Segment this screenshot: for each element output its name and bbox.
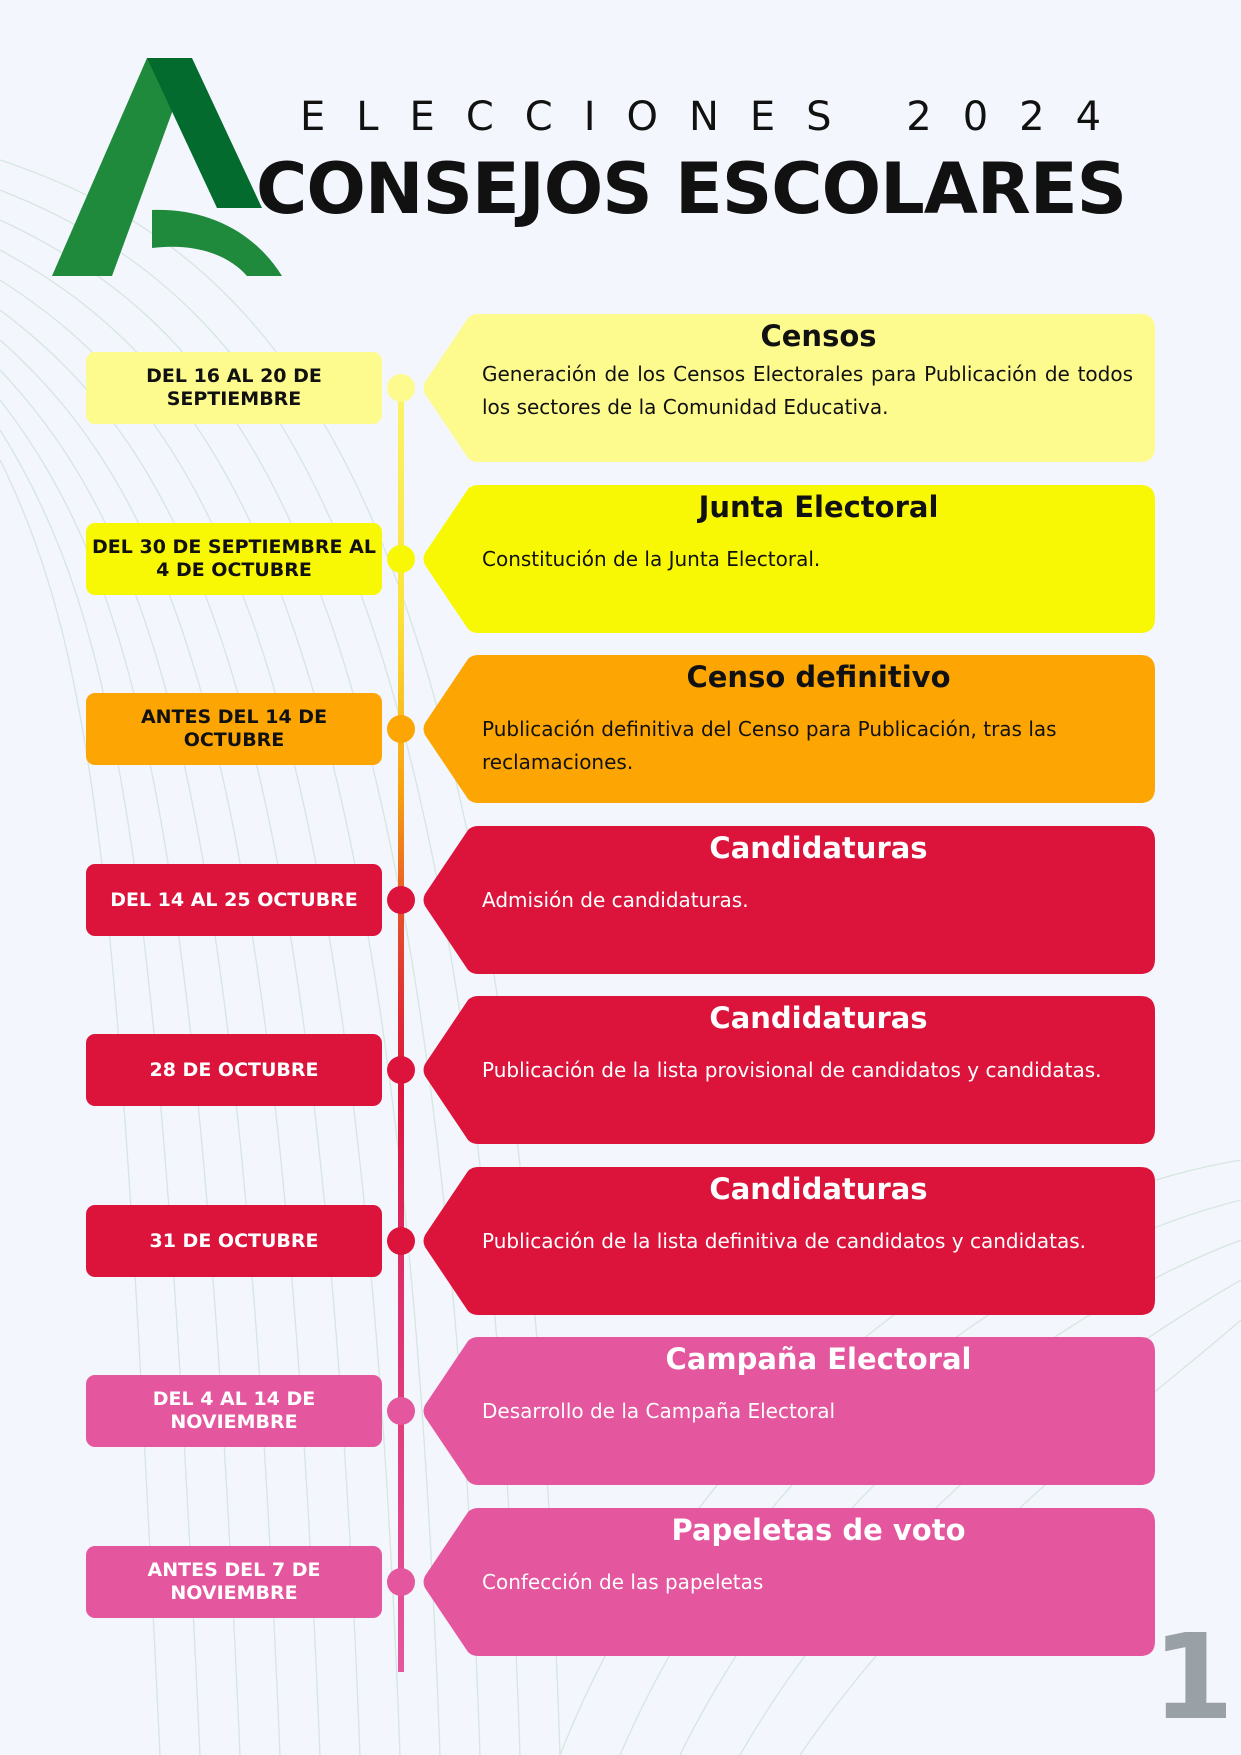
event-description: Constitución de la Junta Electoral.	[482, 547, 821, 571]
timeline-dot	[387, 545, 415, 573]
timeline-dot	[387, 715, 415, 743]
event-title: Candidaturas	[709, 1001, 928, 1035]
event-description: Confección de las papeletas	[482, 1570, 764, 1594]
timeline-dot	[387, 1397, 415, 1425]
timeline-dot	[387, 1227, 415, 1255]
timeline-event-card	[422, 826, 1155, 974]
timeline-event-card	[422, 1167, 1155, 1315]
event-title: Papeletas de voto	[671, 1513, 966, 1547]
event-description: Publicación definitiva del Censo para Publicación, tras las reclamaciones.	[482, 717, 1057, 774]
timeline-line	[398, 380, 404, 1672]
timeline-event-card	[422, 485, 1155, 633]
timeline-event-card	[422, 655, 1155, 803]
event-title: Censos	[760, 319, 877, 353]
event-description: Publicación de la lista provisional de candidatos y candidatas.	[482, 1058, 1102, 1082]
junta-andalucia-logo	[52, 58, 282, 276]
event-title: Censo definitivo	[686, 660, 951, 694]
event-title: Campaña Electoral	[665, 1342, 972, 1376]
event-description: Admisión de candidaturas.	[482, 888, 749, 912]
timeline-dot	[387, 374, 415, 402]
timeline-date-badge: DEL 16 AL 20 DE SEPTIEMBRE	[86, 352, 382, 424]
timeline-date-badge: DEL 4 AL 14 DE NOVIEMBRE	[86, 1375, 382, 1447]
timeline-date-badge: DEL 14 AL 25 OCTUBRE	[86, 864, 382, 936]
page-title: CONSEJOS ESCOLARES	[256, 148, 1127, 230]
timeline-date-badge: 28 DE OCTUBRE	[86, 1034, 382, 1106]
event-description: Desarrollo de la Campaña Electoral	[482, 1399, 836, 1423]
timeline-date-badge: DEL 30 DE SEPTIEMBRE AL 4 DE OCTUBRE	[86, 523, 382, 595]
page-number: 1	[1152, 1608, 1235, 1746]
event-description: Publicación de la lista definitiva de candidatos y candidatas.	[482, 1229, 1087, 1253]
timeline-dot	[387, 886, 415, 914]
timeline-event-card	[422, 996, 1155, 1144]
timeline-date-badge: 31 DE OCTUBRE	[86, 1205, 382, 1277]
event-title: Candidaturas	[709, 1172, 928, 1206]
timeline-dot	[387, 1568, 415, 1596]
event-title: Junta Electoral	[698, 490, 939, 524]
timeline-event-card	[422, 1508, 1155, 1656]
timeline-date-badge: ANTES DEL 7 DE NOVIEMBRE	[86, 1546, 382, 1618]
timeline-event-card	[422, 1337, 1155, 1485]
timeline-date-badge: ANTES DEL 14 DE OCTUBRE	[86, 693, 382, 765]
timeline-dot	[387, 1056, 415, 1084]
elections-subtitle: ELECCIONES 2024	[300, 94, 1133, 140]
timeline-event-card	[422, 314, 1155, 462]
event-title: Candidaturas	[709, 831, 928, 865]
event-description: Generación de los Censos Electorales para Publicación de todos los sectores de la Comunidad Educativa.	[482, 362, 1133, 419]
